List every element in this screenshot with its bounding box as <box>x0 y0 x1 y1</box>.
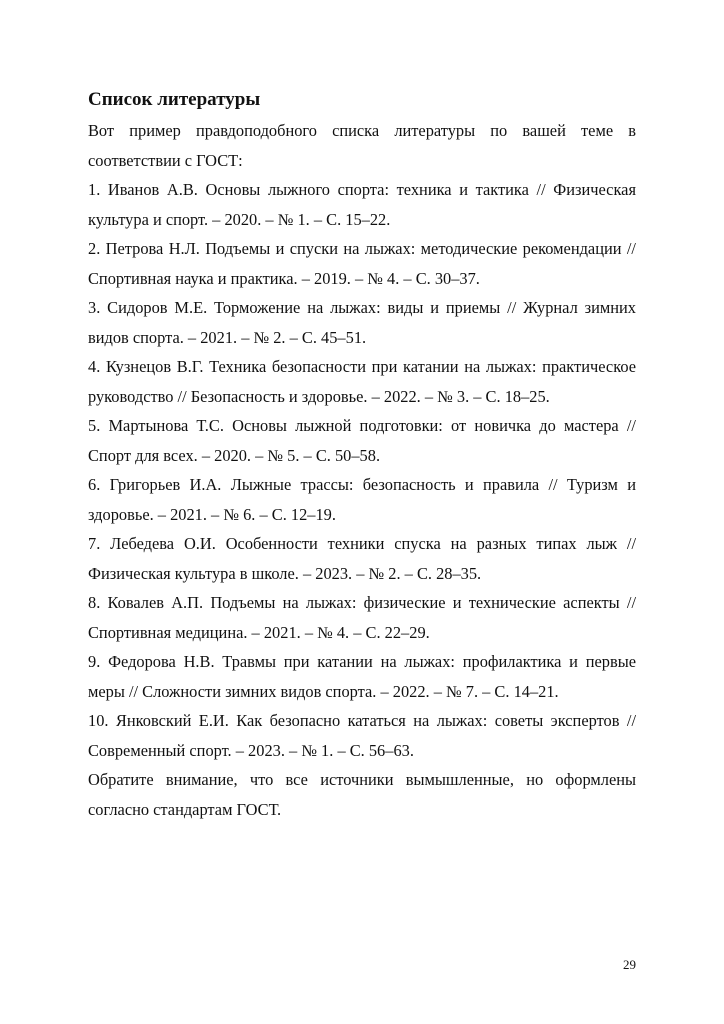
closing-paragraph: Обратите внимание, что все источники вымышленные, но оформлены согласно стандартам ГОСТ. <box>88 770 636 819</box>
reference-item: 6. Григорьев И.А. Лыжные трассы: безопасность и правила // Туризм и здоровье. – 2021. – № 6. – С. 12–19. <box>88 475 636 524</box>
reference-item: 8. Ковалев А.П. Подъемы на лыжах: физические и технические аспекты // Спортивная медицина. – 2021. – № 4. – С. 22–29. <box>88 593 636 642</box>
reference-item: 4. Кузнецов В.Г. Техника безопасности при катании на лыжах: практическое руководство // Безопасность и здоровье. – 2022. – № 3. – С. 18–25. <box>88 357 636 406</box>
reference-item: 2. Петрова Н.Л. Подъемы и спуски на лыжах: методические рекомендации // Спортивная наука и практика. – 2019. – № 4. – С. 30–37. <box>88 239 636 288</box>
reference-item: 9. Федорова Н.В. Травмы при катании на лыжах: профилактика и первые меры // Сложности зимних видов спорта. – 2022. – № 7. – С. 14–21. <box>88 652 636 701</box>
reference-item: 7. Лебедева О.И. Особенности техники спуска на разных типах лыж // Физическая культура в школе. – 2023. – № 2. – С. 28–35. <box>88 534 636 583</box>
reference-item: 5. Мартынова Т.С. Основы лыжной подготовки: от новичка до мастера // Спорт для всех. – 2020. – № 5. – С. 50–58. <box>88 416 636 465</box>
page-content <box>88 86 636 824</box>
reference-item: 1. Иванов А.В. Основы лыжного спорта: техника и тактика // Физическая культура и спорт. – 2020. – № 1. – С. 15–22. <box>88 180 636 229</box>
intro-paragraph: Вот пример правдоподобного списка литературы по вашей теме в соответствии с ГОСТ: <box>88 121 636 170</box>
section-heading: Список литературы <box>88 89 261 110</box>
reference-item: 10. Янковский Е.И. Как безопасно кататься на лыжах: советы экспертов // Современный спорт. – 2023. – № 1. – С. 56–63. <box>88 711 636 760</box>
page-number: 29 <box>623 957 636 972</box>
reference-item: 3. Сидоров М.Е. Торможение на лыжах: виды и приемы // Журнал зимних видов спорта. – 2021. – № 2. – С. 45–51. <box>88 298 636 347</box>
